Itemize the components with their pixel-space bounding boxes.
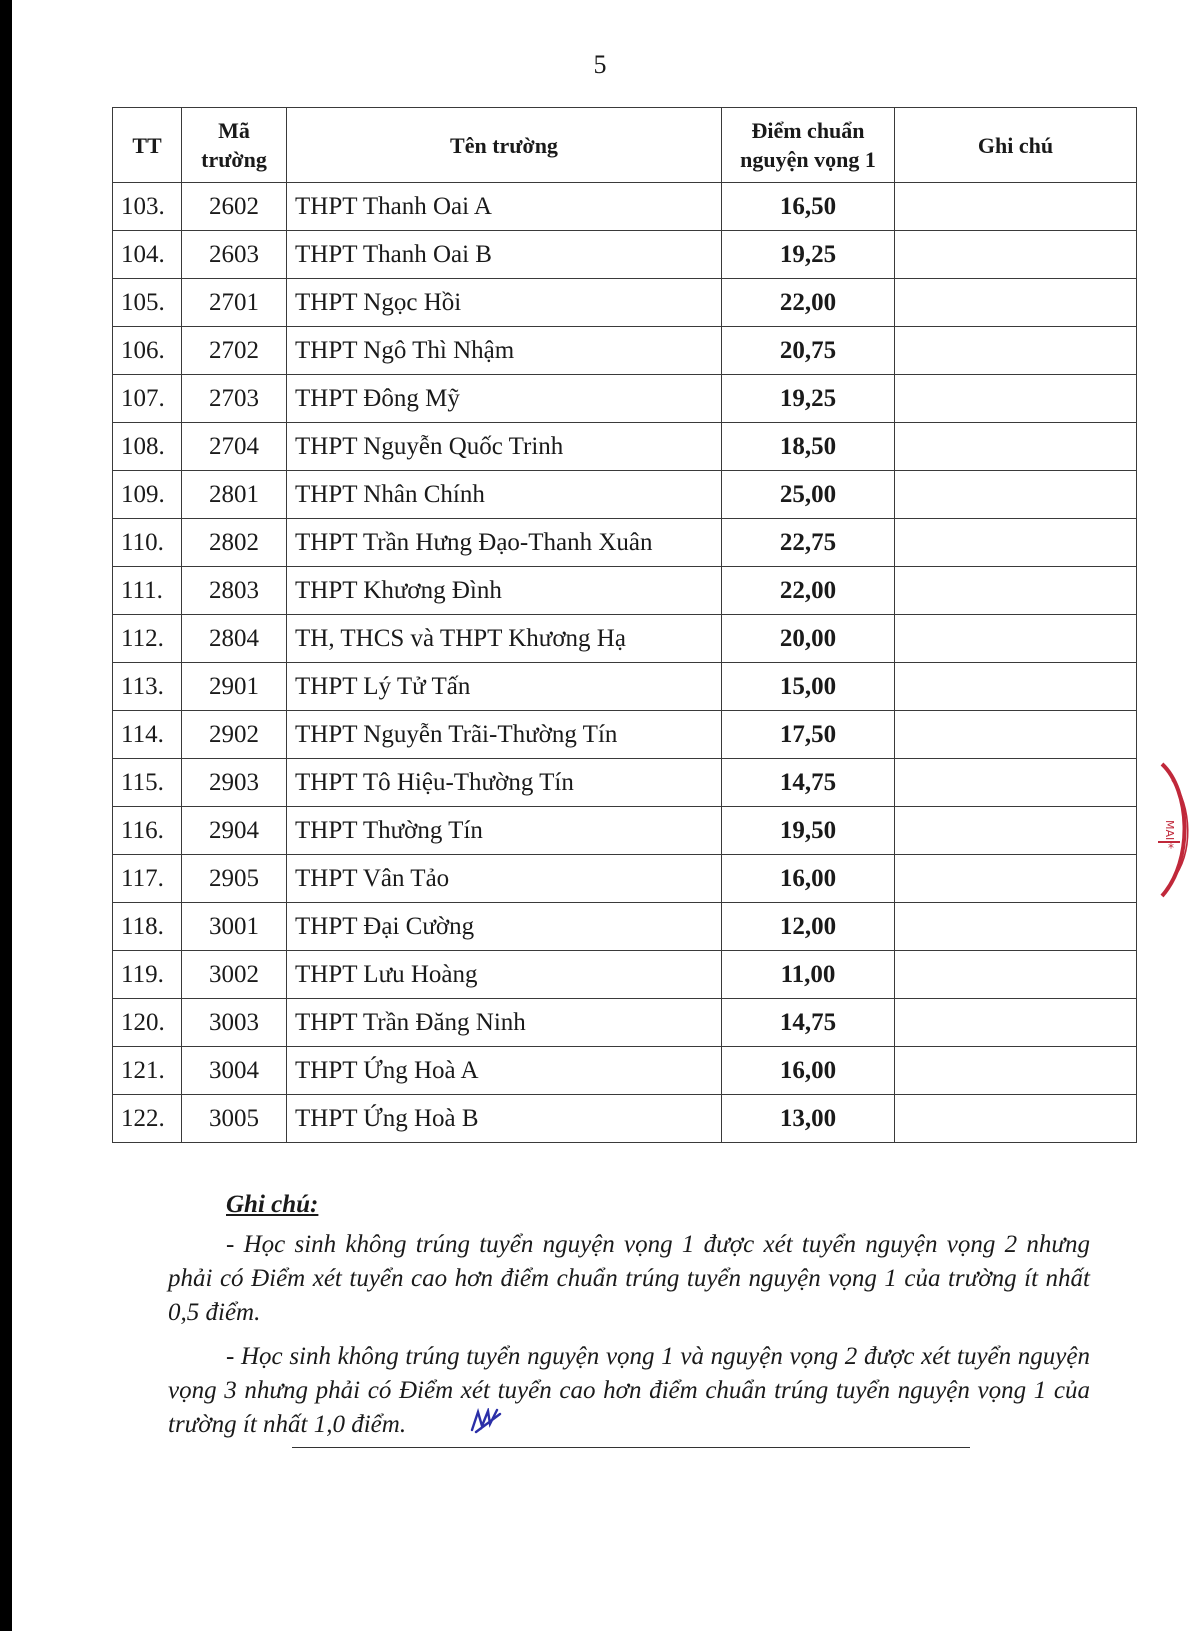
cell-tt: 116.: [113, 807, 182, 855]
cell-cutoff-score: 16,50: [722, 183, 895, 231]
cell-school-code: 2703: [182, 375, 287, 423]
cell-note: [895, 183, 1137, 231]
cell-tt: 112.: [113, 615, 182, 663]
cell-school-code: 2603: [182, 231, 287, 279]
cell-note: [895, 519, 1137, 567]
cell-cutoff-score: 14,75: [722, 999, 895, 1047]
cell-note: [895, 375, 1137, 423]
cell-note: [895, 663, 1137, 711]
cell-school-name: THPT Ứng Hoà A: [287, 1047, 722, 1095]
notes-title: Ghi chú:: [226, 1191, 319, 1218]
cell-tt: 114.: [113, 711, 182, 759]
cell-school-code: 2905: [182, 855, 287, 903]
page-number: 5: [593, 50, 607, 79]
cell-note: [895, 231, 1137, 279]
handwritten-initials-icon: [412, 1408, 504, 1444]
cell-school-name: THPT Trần Hưng Đạo-Thanh Xuân: [287, 519, 722, 567]
header-note: Ghi chú: [895, 108, 1137, 183]
table-row: [113, 999, 1137, 1047]
table-row: [113, 327, 1137, 375]
cell-school-code: 2704: [182, 423, 287, 471]
cell-school-code: 2804: [182, 615, 287, 663]
header-school-code: [182, 108, 287, 183]
cell-cutoff-score: 17,50: [722, 711, 895, 759]
admission-score-table: [112, 107, 1137, 1143]
cell-cutoff-score: 19,25: [722, 375, 895, 423]
cell-tt: 111.: [113, 567, 182, 615]
cell-note: [895, 759, 1137, 807]
cell-tt: 115.: [113, 759, 182, 807]
cell-school-code: 3003: [182, 999, 287, 1047]
cell-note: [895, 567, 1137, 615]
cell-note: [895, 951, 1137, 999]
cell-cutoff-score: 13,00: [722, 1095, 895, 1143]
table-row: [113, 711, 1137, 759]
cell-school-name: THPT Đại Cường: [287, 903, 722, 951]
notes-section: [168, 1188, 1090, 1454]
cell-cutoff-score: 11,00: [722, 951, 895, 999]
cell-tt: 109.: [113, 471, 182, 519]
cell-tt: 118.: [113, 903, 182, 951]
cell-tt: 108.: [113, 423, 182, 471]
cell-cutoff-score: 16,00: [722, 855, 895, 903]
cell-cutoff-score: 20,75: [722, 327, 895, 375]
closing-rule: [292, 1447, 970, 1448]
cell-cutoff-score: 22,00: [722, 567, 895, 615]
cell-cutoff-score: 19,50: [722, 807, 895, 855]
cell-school-code: 2901: [182, 663, 287, 711]
cell-school-code: 3004: [182, 1047, 287, 1095]
scan-left-edge: [0, 0, 12, 1631]
table-row: [113, 807, 1137, 855]
cell-school-name: THPT Thanh Oai B: [287, 231, 722, 279]
header-cutoff-score-line1: Điểm chuẩn: [751, 118, 865, 143]
cell-cutoff-score: 25,00: [722, 471, 895, 519]
cell-tt: 122.: [113, 1095, 182, 1143]
cell-tt: 117.: [113, 855, 182, 903]
cell-school-code: 2902: [182, 711, 287, 759]
header-school-code-line2: trường: [201, 147, 267, 172]
cell-school-name: THPT Khương Đình: [287, 567, 722, 615]
cell-tt: 103.: [113, 183, 182, 231]
table-row: [113, 759, 1137, 807]
cell-cutoff-score: 12,00: [722, 903, 895, 951]
cell-note: [895, 855, 1137, 903]
cell-school-name: THPT Nguyễn Trãi-Thường Tín: [287, 711, 722, 759]
table-row: [113, 615, 1137, 663]
cell-note: [895, 1047, 1137, 1095]
cell-note: [895, 327, 1137, 375]
table-row: [113, 471, 1137, 519]
cell-school-code: 3002: [182, 951, 287, 999]
svg-text:MAI: MAI: [1163, 820, 1176, 841]
table-row: [113, 375, 1137, 423]
note-item-1-text: - Học sinh không trúng tuyển nguyện vọng 1 được xét tuyển nguyện vọng 2 nhưng phải có Điểm xét tuyển cao hơn điểm chuẩn trúng tuyển nguyện vọng 1 của trường ít nhất 0,5 điểm.: [168, 1231, 1090, 1326]
table-row: [113, 423, 1137, 471]
table-row: [113, 903, 1137, 951]
header-school-code-line1: Mã: [218, 118, 250, 143]
cell-tt: 119.: [113, 951, 182, 999]
note-item-2: [168, 1340, 1090, 1444]
red-seal-icon: [1150, 760, 1200, 900]
cell-school-name: THPT Ngô Thì Nhậm: [287, 327, 722, 375]
cell-school-code: 3005: [182, 1095, 287, 1143]
cell-tt: 121.: [113, 1047, 182, 1095]
cell-note: [895, 471, 1137, 519]
cell-cutoff-score: 19,25: [722, 231, 895, 279]
cell-school-code: 2802: [182, 519, 287, 567]
table-row: [113, 519, 1137, 567]
cell-school-name: THPT Tô Hiệu-Thường Tín: [287, 759, 722, 807]
cell-note: [895, 279, 1137, 327]
cell-tt: 120.: [113, 999, 182, 1047]
cell-school-name: THPT Nguyễn Quốc Trinh: [287, 423, 722, 471]
cell-school-name: THPT Ứng Hoà B: [287, 1095, 722, 1143]
note-item-1: [168, 1228, 1090, 1330]
cell-cutoff-score: 22,00: [722, 279, 895, 327]
cell-tt: 110.: [113, 519, 182, 567]
cell-school-name: THPT Lưu Hoàng: [287, 951, 722, 999]
cell-school-code: 2903: [182, 759, 287, 807]
cell-note: [895, 999, 1137, 1047]
cell-note: [895, 1095, 1137, 1143]
cell-note: [895, 423, 1137, 471]
cell-school-name: TH, THCS và THPT Khương Hạ: [287, 615, 722, 663]
cell-school-name: THPT Lý Tử Tấn: [287, 663, 722, 711]
cell-cutoff-score: 15,00: [722, 663, 895, 711]
cell-note: [895, 903, 1137, 951]
cell-cutoff-score: 18,50: [722, 423, 895, 471]
cell-note: [895, 711, 1137, 759]
cell-tt: 113.: [113, 663, 182, 711]
cell-cutoff-score: 16,00: [722, 1047, 895, 1095]
cell-school-name: THPT Vân Tảo: [287, 855, 722, 903]
cell-note: [895, 807, 1137, 855]
cell-school-name: THPT Trần Đăng Ninh: [287, 999, 722, 1047]
cell-school-code: 2803: [182, 567, 287, 615]
table-row: [113, 1047, 1137, 1095]
cell-note: [895, 615, 1137, 663]
header-tt: TT: [113, 108, 182, 183]
cell-cutoff-score: 22,75: [722, 519, 895, 567]
cell-tt: 107.: [113, 375, 182, 423]
table-row: [113, 951, 1137, 999]
cell-school-code: 2904: [182, 807, 287, 855]
header-cutoff-score-line2: nguyện vọng 1: [740, 147, 876, 172]
cell-school-name: THPT Thường Tín: [287, 807, 722, 855]
cell-school-name: THPT Đông Mỹ: [287, 375, 722, 423]
cell-tt: 106.: [113, 327, 182, 375]
table-row: [113, 183, 1137, 231]
svg-text:*: *: [1168, 841, 1174, 855]
table-row: [113, 279, 1137, 327]
cell-school-code: 2702: [182, 327, 287, 375]
table-row: [113, 663, 1137, 711]
table-row: [113, 567, 1137, 615]
cell-school-name: THPT Ngọc Hồi: [287, 279, 722, 327]
cell-tt: 104.: [113, 231, 182, 279]
cell-school-name: THPT Nhân Chính: [287, 471, 722, 519]
table-header-row: [113, 108, 1137, 183]
header-school-name: Tên trường: [287, 108, 722, 183]
note-item-2-text: - Học sinh không trúng tuyển nguyện vọng 1 và nguyện vọng 2 được xét tuyển nguyện vọng 3 nhưng phải có Điểm xét tuyển cao hơn điểm chuẩn trúng tuyển nguyện vọng 1 của trường ít nhất 1,0 điểm.: [168, 1343, 1090, 1438]
cell-cutoff-score: 14,75: [722, 759, 895, 807]
table-row: [113, 1095, 1137, 1143]
cell-school-code: 2602: [182, 183, 287, 231]
cell-school-code: 2801: [182, 471, 287, 519]
cell-school-code: 2701: [182, 279, 287, 327]
cell-cutoff-score: 20,00: [722, 615, 895, 663]
cell-school-name: THPT Thanh Oai A: [287, 183, 722, 231]
table-body: [113, 183, 1137, 1143]
table-row: [113, 855, 1137, 903]
cell-tt: 105.: [113, 279, 182, 327]
table-row: [113, 231, 1137, 279]
header-cutoff-score: [722, 108, 895, 183]
cell-school-code: 3001: [182, 903, 287, 951]
